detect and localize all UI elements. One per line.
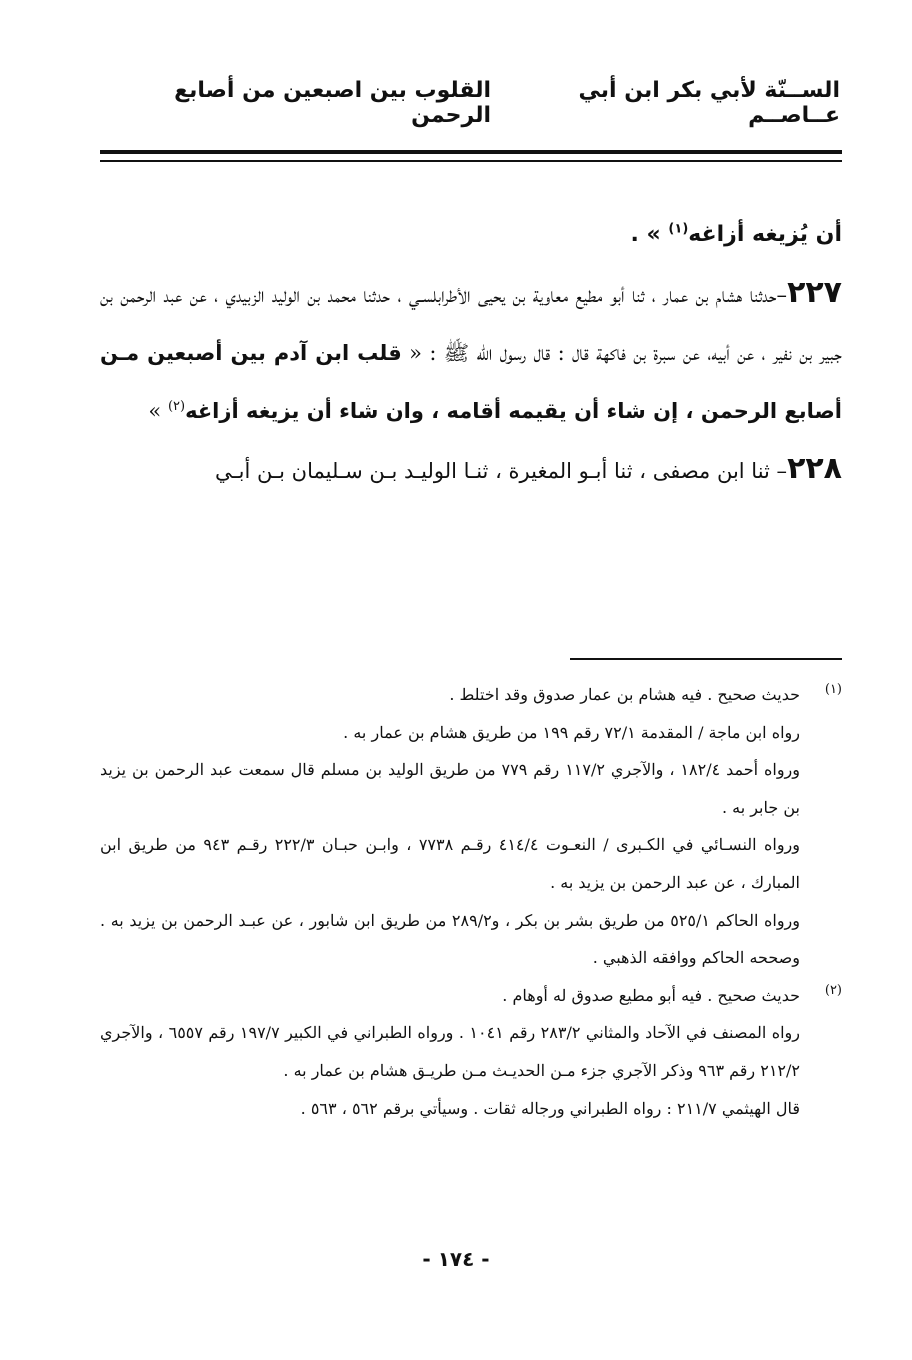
footnote-line: قال الهيثمي ٢١١/٧ : رواه الطبراني ورجاله ثقات . وسيأتي برقم ٥٦٢ ، ٥٦٣ . [300, 1098, 800, 1118]
continuation-end: » . [630, 222, 669, 247]
main-text [100, 206, 842, 500]
header-rule-thick [100, 150, 842, 154]
footnote-line: ورواه النسـائي في الكـبرى / النعـوت ٤١٤/٤ رقـم ٧٧٣٨ ، وابـن حبـان ٢٢٢/٣ رقـم ٩٤٣ من طريق ابن المبارك ، عن عبد الرحمن بن يزيد به . [100, 835, 801, 892]
footnote-line: حديث صحيح . فيه أبو مطيع صدوق له أوهام . [502, 985, 800, 1005]
hadith-227-matn: قلب ابن آدم بين أصبعين مـن أصابع الرحمن ، إن شاء أن يقيمه أقامه ، وان شاء أن يزيغه أزاغه [100, 341, 842, 423]
running-header [100, 78, 840, 128]
footnote-separator [570, 658, 842, 660]
chapter-title: القلوب بين اصبعين من أصابع الرحمن [174, 78, 492, 128]
book-title: الســنّة لأبي بكر ابن أبي عــاصــم [578, 78, 840, 128]
footnote-line: حديث صحيح . فيه هشام بن عمار صدوق وقد اختلط . [449, 685, 800, 704]
footnote-ref-1: (١) [668, 221, 689, 237]
hadith-227-end: » [148, 399, 168, 423]
footnote-body [100, 977, 800, 1127]
hadith-228 [100, 440, 842, 500]
footnote-line: ورواه أحمد ١٨٢/٤ ، والآجري ١١٧/٢ رقم ٧٧٩ من طريق الوليد بن مسلم قال سمعت عبد الرحمن بن يزيد بن جابر به . [100, 760, 800, 817]
continuation-line [100, 206, 842, 264]
header-rule-thin [100, 160, 842, 162]
footnote-number: (١) [824, 682, 842, 697]
footnote-line: ورواه الحاكم ٥٢٥/١ من طريق بشر بن بكر ، و٢٨٩/٢ من طريق ابن شابور ، عن عبـد الرحمن بن يزيد به . وصححه الحاكم ووافقه الذهبي . [100, 910, 801, 968]
footnote-1 [100, 676, 842, 977]
footnote-ref-2: (٢) [167, 399, 186, 414]
footnote-line: رواه ابن ماجة / المقدمة ٧٢/١ رقم ١٩٩ من طريق هشام بن عمار به . [343, 722, 800, 742]
hadith-228-isnad: – ثنا ابن مصفى ، ثنا أبـو المغيرة ، ثنـا الوليـد بـن سـليمان بـن أبـي [215, 459, 788, 483]
footnotes [100, 676, 842, 1127]
footnote-line: رواه المصنف في الآحاد والمثاني ٢٨٣/٢ رقم ١٠٤١ . ورواه الطبراني في الكبير ١٩٧/٧ رقم ٦٥٥٧ ، والآجري ٢١٢/٢ رقم ٩٦٣ وذكر الآجري جزء مـن الحديـث مـن طريـق هشام بن عمار به . [100, 1023, 801, 1080]
hadith-227-isnad: –حدثنا هشام بن عمار ، ثنا أبو مطيع معاوية بن يحيى الأطرابلسـي ، حدثنا محمد بن الوليد الزبيدي ، عن عبد الرحمن بن جبير بن نفير ، عن أبيه، عن سبرة بن فاكهة قال : قال رسول الله ﷺ : « [100, 283, 842, 365]
hadith-number-227: ٢٢٧ [787, 275, 842, 310]
footnote-number: (٢) [824, 982, 842, 998]
hadith-227 [100, 264, 842, 440]
hadith-number-228: ٢٢٨ [787, 451, 842, 486]
continuation-text: أن يُزيغه أزاغه [688, 222, 842, 247]
page-number: - ١٧٤ - [422, 1247, 490, 1271]
footnote-body [100, 676, 800, 977]
footnote-2 [100, 977, 842, 1127]
